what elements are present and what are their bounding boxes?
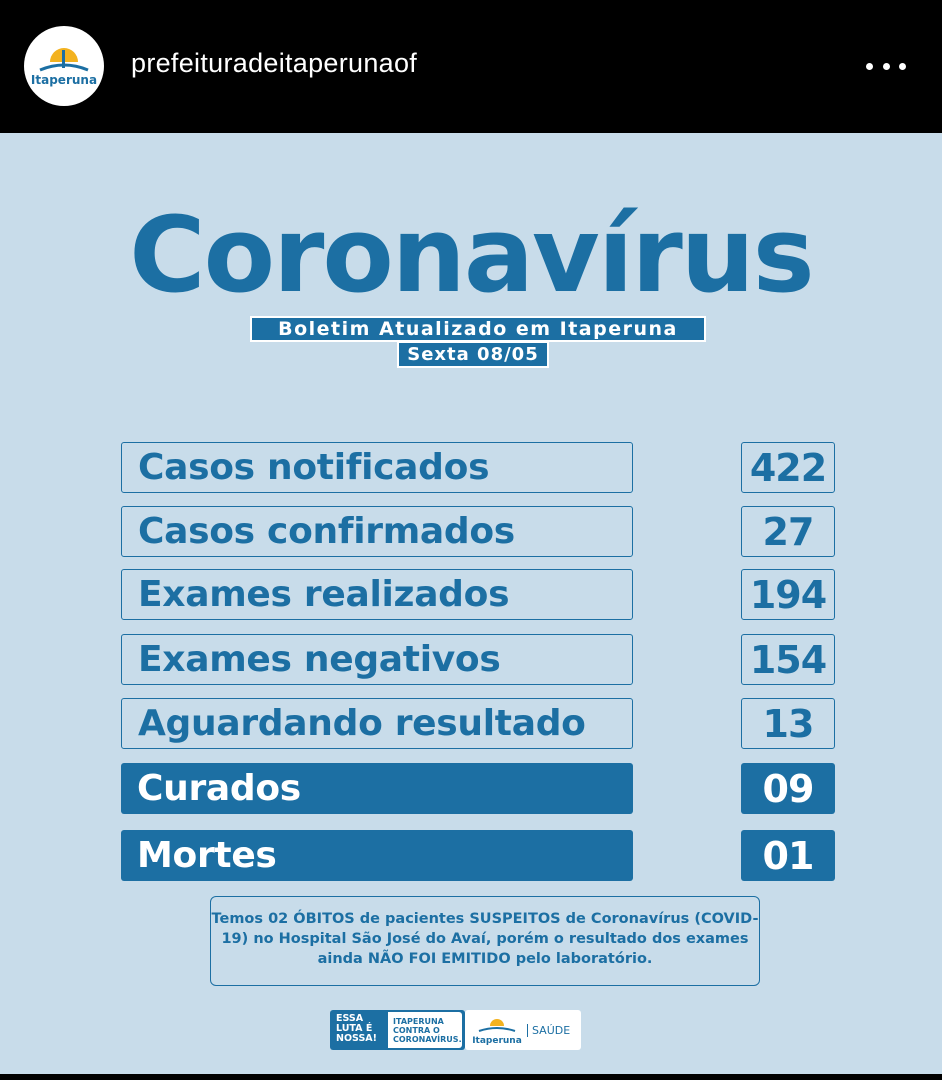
itaperuna-logo-icon	[467, 1010, 527, 1050]
stat-label-recovered: Curados	[121, 763, 633, 814]
campaign-left	[336, 1014, 388, 1044]
stat-value-deaths: 01	[741, 830, 835, 881]
campaign-right-line: CONTRA O	[393, 1026, 440, 1035]
post-image[interactable]	[0, 133, 942, 1074]
bottom-strip	[0, 1074, 942, 1080]
stat-value-confirmed: 27	[741, 506, 835, 557]
stat-label-negative: Exames negativos	[121, 634, 633, 685]
stat-value-exams: 194	[741, 569, 835, 620]
campaign-right-line: CORONAVÍRUS.	[393, 1035, 462, 1044]
stat-label-pending: Aguardando resultado	[121, 698, 633, 749]
avatar-logo-text: Itaperuna	[30, 73, 98, 87]
stat-value-negative: 154	[741, 634, 835, 685]
bulletin-subtitle: Boletim Atualizado em Itaperuna	[250, 316, 706, 342]
campaign-badge	[330, 1010, 465, 1050]
more-dots-icon[interactable]	[866, 54, 906, 78]
footer-logo	[465, 1010, 581, 1050]
footer-logo-text: Itaperuna	[472, 1036, 522, 1046]
stat-value-recovered: 09	[741, 763, 835, 814]
stat-value-pending: 13	[741, 698, 835, 749]
department-label: SAÚDE	[527, 1024, 570, 1037]
stat-label-exams: Exames realizados	[121, 569, 633, 620]
stat-label-notified: Casos notificados	[121, 442, 633, 493]
campaign-left-line: NOSSA!	[336, 1033, 377, 1044]
avatar[interactable]	[24, 26, 104, 106]
campaign-right-line: ITAPERUNA	[393, 1017, 444, 1026]
stat-label-deaths: Mortes	[121, 830, 633, 881]
username[interactable]: prefeituradeitaperunaof	[131, 48, 418, 78]
bulletin-date: Sexta 08/05	[397, 341, 549, 368]
itaperuna-logo-icon	[24, 26, 104, 106]
dot	[899, 63, 906, 70]
campaign-left-line: LUTA É	[336, 1023, 373, 1034]
campaign-right	[388, 1012, 462, 1048]
page-title: Coronavírus	[129, 194, 813, 316]
campaign-left-line: ESSA	[336, 1013, 364, 1024]
dot	[866, 63, 873, 70]
stat-label-confirmed: Casos confirmados	[121, 506, 633, 557]
post-header	[0, 0, 942, 133]
note-box: Temos 02 ÓBITOS de pacientes SUSPEITOS de Coronavírus (COVID-19) no Hospital São José do Avaí, porém o resultado dos exames ainda NÃO FOI EMITIDO pelo laboratório.	[210, 896, 760, 986]
stat-value-notified: 422	[741, 442, 835, 493]
dot	[883, 63, 890, 70]
